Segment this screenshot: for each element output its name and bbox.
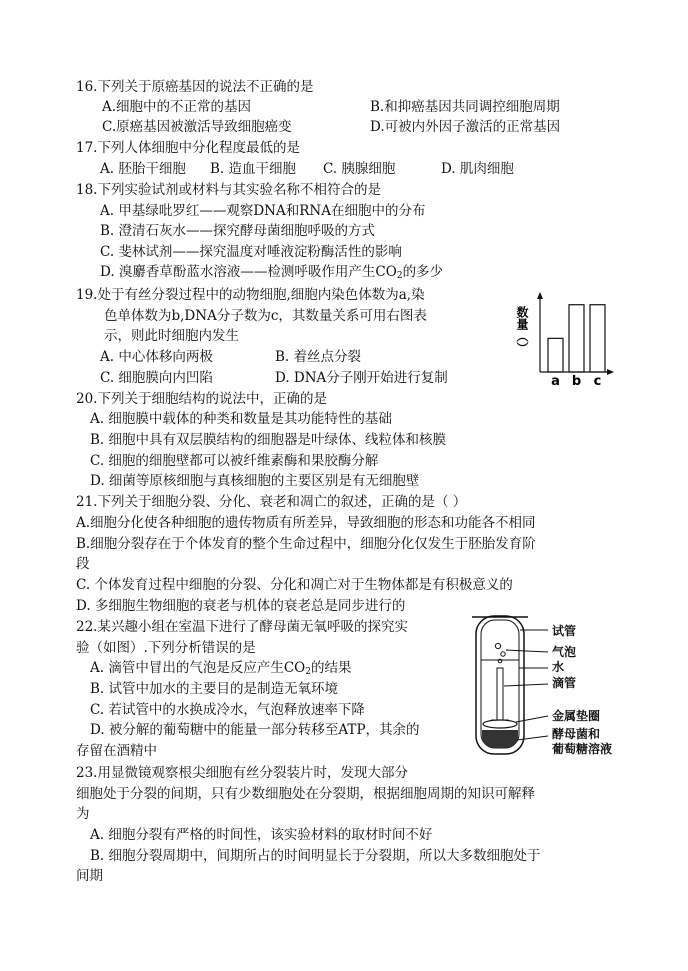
q22-stem-line-2: 验（如图）.下列分析错误的是 xyxy=(76,640,256,656)
chart-bar-b xyxy=(569,305,584,372)
q18-option-d-tail: 的多少 xyxy=(402,264,444,280)
chart-y-label: 数量（） xyxy=(515,306,529,354)
label-yeast: 酵母菌和 xyxy=(552,727,601,741)
q16-option-c: C.原癌基因被激活导致细胞癌变 xyxy=(102,119,292,135)
q19-option-c: C. 细胞膜向内凹陷 xyxy=(100,370,213,386)
q23-stem-line-2: 细胞处于分裂的间期，只有少数细胞处在分裂期，根据细胞周期的知识可解释 xyxy=(76,786,535,802)
q23-option-b: B. 细胞分裂周期中，间期所占的时间明显长于分裂期，所以大多数细胞处于 xyxy=(90,848,541,864)
q20-option-d: D. 细菌等原核细胞与真核细胞的主要区别是有无细胞壁 xyxy=(90,473,420,489)
co2-subscript: 2 xyxy=(305,667,311,677)
q20-stem: 20.下列关于细胞结构的说法中，正确的是 xyxy=(76,391,327,407)
chart-tick-label-a: a xyxy=(551,374,560,389)
yeast-apparatus-diagram xyxy=(470,612,640,770)
q17-option-d: D. 肌肉细胞 xyxy=(441,161,514,177)
q17-option-a: A. 胚胎干细胞 xyxy=(100,161,186,177)
label-glucose-solution: 葡萄糖溶液 xyxy=(552,742,613,756)
q20-option-c: C. 细胞的细胞壁都可以被纤维素酶和果胶酶分解 xyxy=(90,453,379,469)
q16-option-a: A.细胞中的不正常的基因 xyxy=(102,99,252,115)
q16-option-d: D.可被内外因子激活的正常基因 xyxy=(370,119,561,135)
label-test-tube: 试管 xyxy=(552,624,577,638)
co2-subscript: 2 xyxy=(396,271,403,281)
q21-option-a: A.细胞分化使各种细胞的遗传物质有所差异，导致细胞的形态和功能各不相同 xyxy=(76,515,536,531)
q18-option-d xyxy=(100,263,443,285)
q21-option-b: B.细胞分裂存在于个体发育的整个生命过程中，细胞分化仅发生于胚胎发育阶 xyxy=(76,536,536,552)
q18-stem: 18.下列实验试剂或材料与其实验名称不相符合的是 xyxy=(76,182,381,198)
q20-option-a: A. 细胞膜中载体的种类和数量是其功能特性的基础 xyxy=(90,411,392,427)
q21-option-d: D. 多细胞生物细胞的衰老与机体的衰老总是同步进行的 xyxy=(76,598,406,614)
q18-option-d-text: D. 溴麝香草酚蓝水溶液——检测呼吸作用产生CO xyxy=(100,264,397,280)
q21-option-b-cont: 段 xyxy=(76,556,90,572)
label-dropper: 滴管 xyxy=(552,676,577,690)
q19-option-a: A. 中心体移向两极 xyxy=(100,349,213,365)
q23-stem-line-3: 为 xyxy=(76,806,90,822)
q22-option-a-tail: 的结果 xyxy=(310,660,352,676)
q18-option-a: A. 甲基绿吡罗红——观察DNA和RNA在细胞中的分布 xyxy=(100,203,426,219)
q22-option-d-cont: 存留在酒精中 xyxy=(76,743,157,759)
q19-stem-line-2: 色单体数为b,DNA分子数为c，其数量关系可用右图表 xyxy=(104,308,427,324)
q21-stem: 21.下列关于细胞分裂、分化、衰老和凋亡的叙述，正确的是（ ） xyxy=(76,494,467,510)
chart-x-arrow xyxy=(607,369,614,375)
q16-stem: 16.下列关于原癌基因的说法不正确的是 xyxy=(76,79,314,95)
q23-stem-line-1: 23.用显微镜观察根尖细胞有丝分裂装片时，发现大部分 xyxy=(76,765,408,781)
q22-option-a-text: A. 滴管中冒出的气泡是反应产生CO xyxy=(90,660,306,676)
q17-option-b: B. 造血干细胞 xyxy=(210,161,297,177)
q22-option-a xyxy=(90,659,351,681)
chart-bar-c xyxy=(590,305,605,372)
q19-option-b: B. 着丝点分裂 xyxy=(275,349,362,365)
q17-option-c: C. 胰腺细胞 xyxy=(323,161,396,177)
q19-option-d: D. DNA分子刚开始进行复制 xyxy=(275,370,448,386)
chart-tick-label-c: c xyxy=(593,374,602,389)
chart-y-arrow xyxy=(537,292,543,299)
chart-bar-a xyxy=(548,338,563,372)
q16-option-b: B.和抑癌基因共同调控细胞周期 xyxy=(370,99,560,115)
q23-option-a: A. 细胞分裂有严格的时间性，该实验材料的取材时间不好 xyxy=(90,827,433,843)
q18-option-b: B. 澄清石灰水——探究酵母菌细胞呼吸的方式 xyxy=(100,223,376,239)
label-water: 水 xyxy=(552,660,565,674)
chart-tick-label-b: b xyxy=(571,374,582,389)
q19-bar-chart xyxy=(515,292,614,389)
label-metal-washer: 金属垫圈 xyxy=(552,709,601,723)
q19-stem-line-1: 19.处于有丝分裂过程中的动物细胞,细胞内染色体数为a,染 xyxy=(76,287,425,303)
q18-option-c: C. 斐林试剂——探究温度对唾液淀粉酶活性的影响 xyxy=(100,244,402,260)
q21-option-c: C. 个体发育过程中细胞的分裂、分化和凋亡对于生物体都是有积极意义的 xyxy=(76,577,513,593)
q22-option-d: D. 被分解的葡萄糖中的能量一部分转移至ATP，其余的 xyxy=(90,722,420,738)
label-bubble: 气泡 xyxy=(552,645,577,659)
q23-option-b-cont: 间期 xyxy=(76,868,103,884)
dropper xyxy=(497,668,503,720)
q22-option-c: C. 若试管中的水换成冷水，气泡释放速率下降 xyxy=(90,702,365,718)
yeast-solution xyxy=(482,730,518,748)
q22-option-b: B. 试管中加水的主要目的是制造无氧环境 xyxy=(90,681,339,697)
q22-stem-line-1: 22.某兴趣小组在室温下进行了酵母菌无氧呼吸的探究实 xyxy=(76,619,408,635)
q17-stem: 17.下列人体细胞中分化程度最低的是 xyxy=(76,140,300,156)
q20-option-b: B. 细胞中具有双层膜结构的细胞器是叶绿体、线粒体和核膜 xyxy=(90,432,447,448)
q19-stem-line-3: 示，则此时细胞内发生 xyxy=(104,328,239,344)
metal-washer xyxy=(483,720,517,728)
